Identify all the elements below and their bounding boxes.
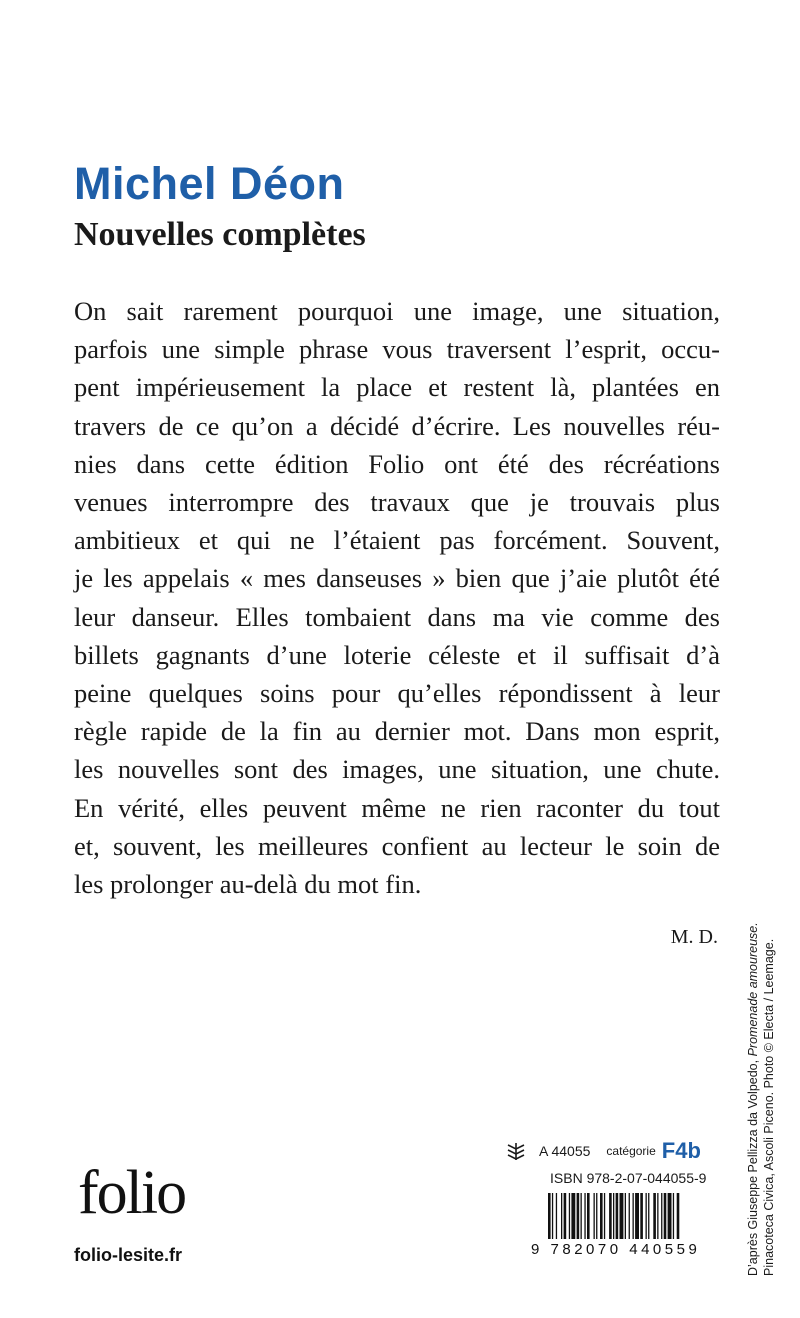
barcode-bar — [635, 1193, 639, 1239]
barcode-bar — [673, 1193, 674, 1239]
barcode-digits: 9 782070 440559 — [531, 1241, 701, 1258]
barcode-bar — [600, 1193, 603, 1239]
credits-painting-title: Promenade amoureuse. — [746, 922, 760, 1057]
barcode-bar — [596, 1193, 597, 1239]
category-label: catégorie — [606, 1144, 656, 1158]
author-signature: M. D. — [670, 926, 718, 948]
barcode-bar — [556, 1193, 557, 1239]
credits-line-2: Pinacoteca Civica, Ascoli Piceno. Photo © Electa / Leemage. — [762, 938, 776, 1276]
barcode-bar — [620, 1193, 624, 1239]
barcode-bar — [581, 1193, 582, 1239]
barcode-bar — [604, 1193, 605, 1239]
blurb-line: les nouvelles sont des images, une situation, une chute. — [74, 754, 720, 785]
blurb-line: pent impérieusement la place et restent là, plantées en — [74, 372, 720, 403]
category-value: F4b — [661, 1138, 701, 1163]
barcode-bar — [633, 1193, 634, 1239]
blurb-line: règle rapide de la fin au dernier mot. Dans mon esprit, — [74, 716, 720, 747]
blurb-line: et, souvent, les meilleures confient au lecteur le soin de — [74, 830, 720, 861]
author-name: Michel Déon — [74, 158, 345, 209]
barcode-bar — [646, 1193, 647, 1239]
catalog-code: A 44055 — [539, 1143, 591, 1159]
barcode-bar — [653, 1193, 656, 1239]
barcode-bar — [657, 1193, 658, 1239]
barcode-bar — [664, 1193, 667, 1239]
catalog-code-row — [505, 1138, 701, 1164]
barcode-bar — [584, 1193, 585, 1239]
barcode-bar — [613, 1193, 614, 1239]
back-cover-blurb — [74, 292, 720, 903]
barcode-bar — [594, 1193, 595, 1239]
barcode-bar — [661, 1193, 662, 1239]
credits-line-1 — [745, 916, 761, 1276]
credits-painter: D’après Giuseppe Pellizza da Volpedo, — [746, 1056, 760, 1276]
blurb-line: je les appelais « mes danseuses » bien que j’aie plutôt été — [74, 563, 720, 594]
barcode-bar — [668, 1193, 672, 1239]
blurb-line: parfois une simple phrase vous traversent l’esprit, occu- — [74, 334, 720, 365]
barcode-bar — [648, 1193, 649, 1239]
book-title: Nouvelles complètes — [74, 216, 366, 253]
barcode-bar — [564, 1193, 567, 1239]
blurb-line: billets gagnants d’une loterie céleste et il suffisait d’à — [74, 639, 720, 670]
barcode-bar — [629, 1193, 630, 1239]
barcode-bar — [616, 1193, 619, 1239]
barcode-bar — [640, 1193, 643, 1239]
barcode-bar — [677, 1193, 680, 1239]
blurb-line: peine quelques soins pour qu’elles répondissent à leur — [74, 678, 720, 709]
barcode-bar — [571, 1193, 575, 1239]
isbn-number: ISBN 978-2-07-044055-9 — [550, 1170, 707, 1186]
blurb-line: On sait rarement pourquoi une image, une situation, — [74, 296, 720, 326]
blurb-line: les prolonger au-delà du mot fin. — [74, 869, 422, 900]
barcode-bar — [552, 1193, 553, 1239]
barcode-bar — [548, 1193, 551, 1239]
barcode-bar — [587, 1193, 590, 1239]
publisher-website: folio-lesite.fr — [74, 1245, 183, 1265]
open-book-icon — [505, 1140, 527, 1162]
blurb-line: leur danseur. Elles tombaient dans ma vie comme des — [74, 601, 720, 632]
folio-logo: folio — [78, 1159, 186, 1227]
barcode-bar — [577, 1193, 580, 1239]
blurb-line: En vérité, elles peuvent même ne rien raconter du tout — [74, 792, 720, 823]
barcode-bar — [625, 1193, 626, 1239]
barcode-bar — [609, 1193, 612, 1239]
blurb-line: venues interrompre des travaux que je trouvais plus — [74, 487, 720, 518]
blurb-line: ambitieux et qui ne l’étaient pas forcément. Souvent, — [74, 525, 720, 556]
barcode-bar — [561, 1193, 562, 1239]
image-credits — [745, 916, 777, 1276]
barcode-bar — [569, 1193, 570, 1239]
blurb-line: travers de ce qu’on a décidé d’écrire. Les nouvelles réu- — [74, 410, 720, 441]
blurb-line: nies dans cette édition Folio ont été des récréations — [74, 448, 720, 479]
